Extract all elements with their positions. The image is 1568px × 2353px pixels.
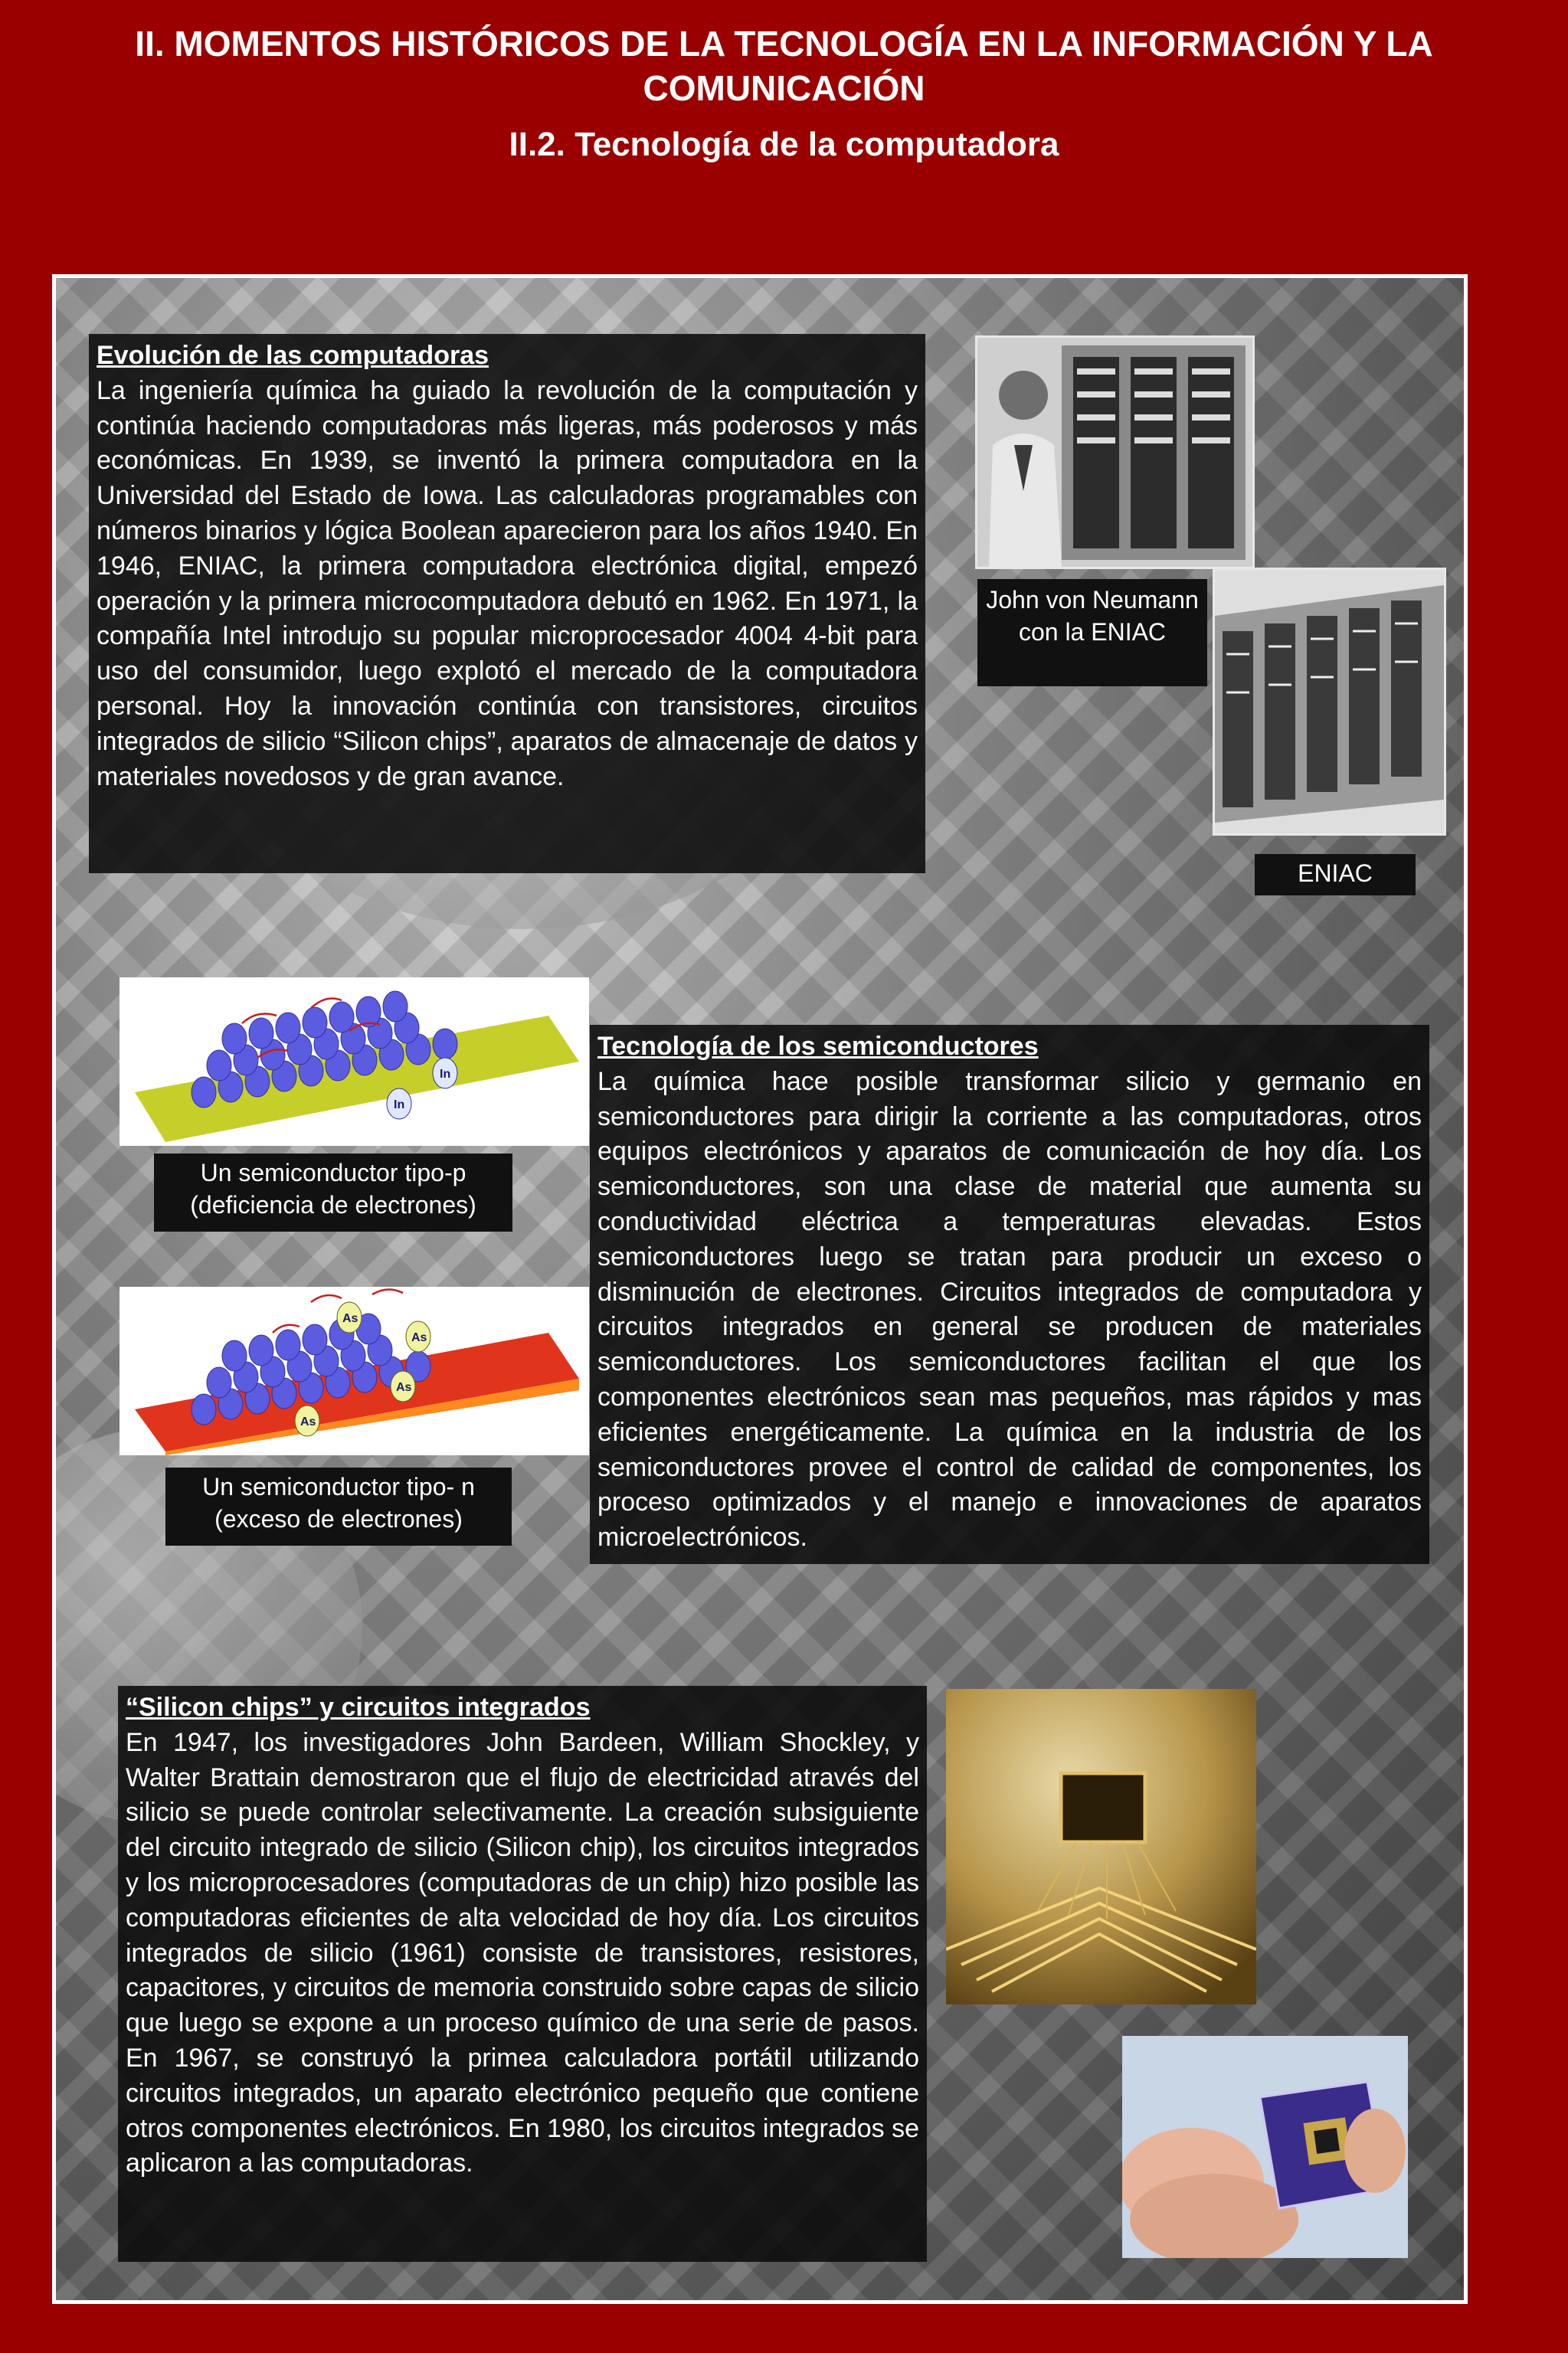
page-header <box>0 21 1568 164</box>
chips-body: En 1947, los investigadores John Bardeen, William Shockley, y Walter Brattain demostraron que el flujo de electricidad através del silicio se puede controlar selectivamente. La creación subsiguiente del circuito integrado de silicio (Silicon chip), los circuitos integrados y los microprocesadores (computadoras de un chip) hizo posible las computadoras eficientes de alta velocidad de hoy día. Los circuitos integrados de silicio (1961) consiste de transistores, resistores, capacitores, y circuitos de memoria construido sobre capas de silicio que luego se expone a un proceso químico de una serie de pasos. En 1967, se construyó la primea calculadora portátil utilizando circuitos integrados, un aparato electrónico pequeño que contiene otros componentes electrónicos. En 1980, los circuitos integrados se aplicaron a las computadoras. <box>126 1727 919 2178</box>
indium-atom-label: In <box>394 1098 405 1111</box>
indium-atom-label: In <box>440 1068 451 1081</box>
chips-heading: “Silicon chips” y circuitos integrados <box>126 1693 591 1722</box>
n-type-lattice-icon <box>119 1287 589 1455</box>
neumann-caption: John von Neumann con la ENIAC <box>977 579 1207 686</box>
tipo-p-illustration <box>119 977 589 1146</box>
semiconductores-body: La química hace posible transformar silicio y germanio en semiconductores para dirigir la corriente a las computadoras, otros equipos electrónicos y aparatos de comunicación de hoy día. Los semiconductores, son una clase de material que aumenta su conductividad eléctrica a temperaturas elevadas. Estos semiconductores luego se tratan para producir un exceso o disminución de electrones. Circuitos integrados de computadora y circuitos integrados en general se producen de materiales semiconductores. Los semiconductores facilitan el que los componentes electrónicos sean mas pequeños, mas rápidos y mas eficientes energéticamente. La química en la industria de los semiconductores provee el control de calidad de componentes, los proceso optimizados y el manejo e innovaciones de aparatos microelectrónicos. <box>597 1066 1422 1553</box>
semiconductores-heading: Tecnología de los semiconductores <box>597 1032 1039 1061</box>
content-panel <box>52 274 1468 2304</box>
page-title: II. MOMENTOS HISTÓRICOS DE LA TECNOLOGÍA EN LA INFORMACIÓN Y LA COMUNICACIÓN <box>135 24 1433 108</box>
arsenic-atom-label: As <box>300 1415 316 1428</box>
chip-wire-illustration <box>946 1689 1256 2004</box>
neumann-eniac-photo <box>975 335 1255 569</box>
p-type-lattice-icon <box>119 977 589 1146</box>
arsenic-atom-label: As <box>411 1331 427 1344</box>
neumann-photo-illustration <box>977 338 1252 567</box>
eniac-photo <box>1213 568 1446 836</box>
gold-chip-photo <box>946 1689 1256 2004</box>
tipo-n-caption: Un semiconductor tipo- n (exceso de electrones) <box>165 1468 512 1546</box>
page-subtitle: II.2. Tecnología de la computadora <box>509 126 1059 163</box>
evolucion-heading: Evolución de las computadoras <box>97 341 489 370</box>
eniac-caption: ENIAC <box>1255 854 1416 895</box>
chips-textbox <box>118 1686 927 2262</box>
arsenic-atom-label: As <box>396 1381 412 1394</box>
tipo-n-illustration <box>119 1287 589 1455</box>
hand-chip-illustration <box>1122 2036 1408 2258</box>
evolucion-body: La ingeniería química ha guiado la revolución de la computación y continúa haciendo computadoras más ligeras, más poderosos y más económicas. En 1939, se inventó la primera computadora en la Universidad del Estado de Iowa. Las calculadoras programables con números binarios y lógica Boolean aparecieron para los años 1940. En 1946, ENIAC, la primera computadora electrónica digital, empezó operación y la primera microcomputadora debutó en 1962. En 1971, la compañía Intel introdujo su popular microprocesador 4004 4-bit para uso del consumidor, luego explotó el mercado de la computadora personal. Hoy la innovación continúa con transistores, circuitos integrados de silicio “Silicon chips”, aparatos de almacenaje de datos y materiales novedosos y de gran avance. <box>97 375 918 791</box>
tipo-p-caption: Un semiconductor tipo-p (deficiencia de electrones) <box>154 1154 512 1232</box>
semiconductores-textbox <box>590 1025 1429 1564</box>
eniac-photo-illustration <box>1215 570 1444 833</box>
evolucion-textbox <box>89 334 925 873</box>
chip-in-hand-photo <box>1122 2036 1408 2258</box>
arsenic-atom-label: As <box>342 1312 358 1325</box>
